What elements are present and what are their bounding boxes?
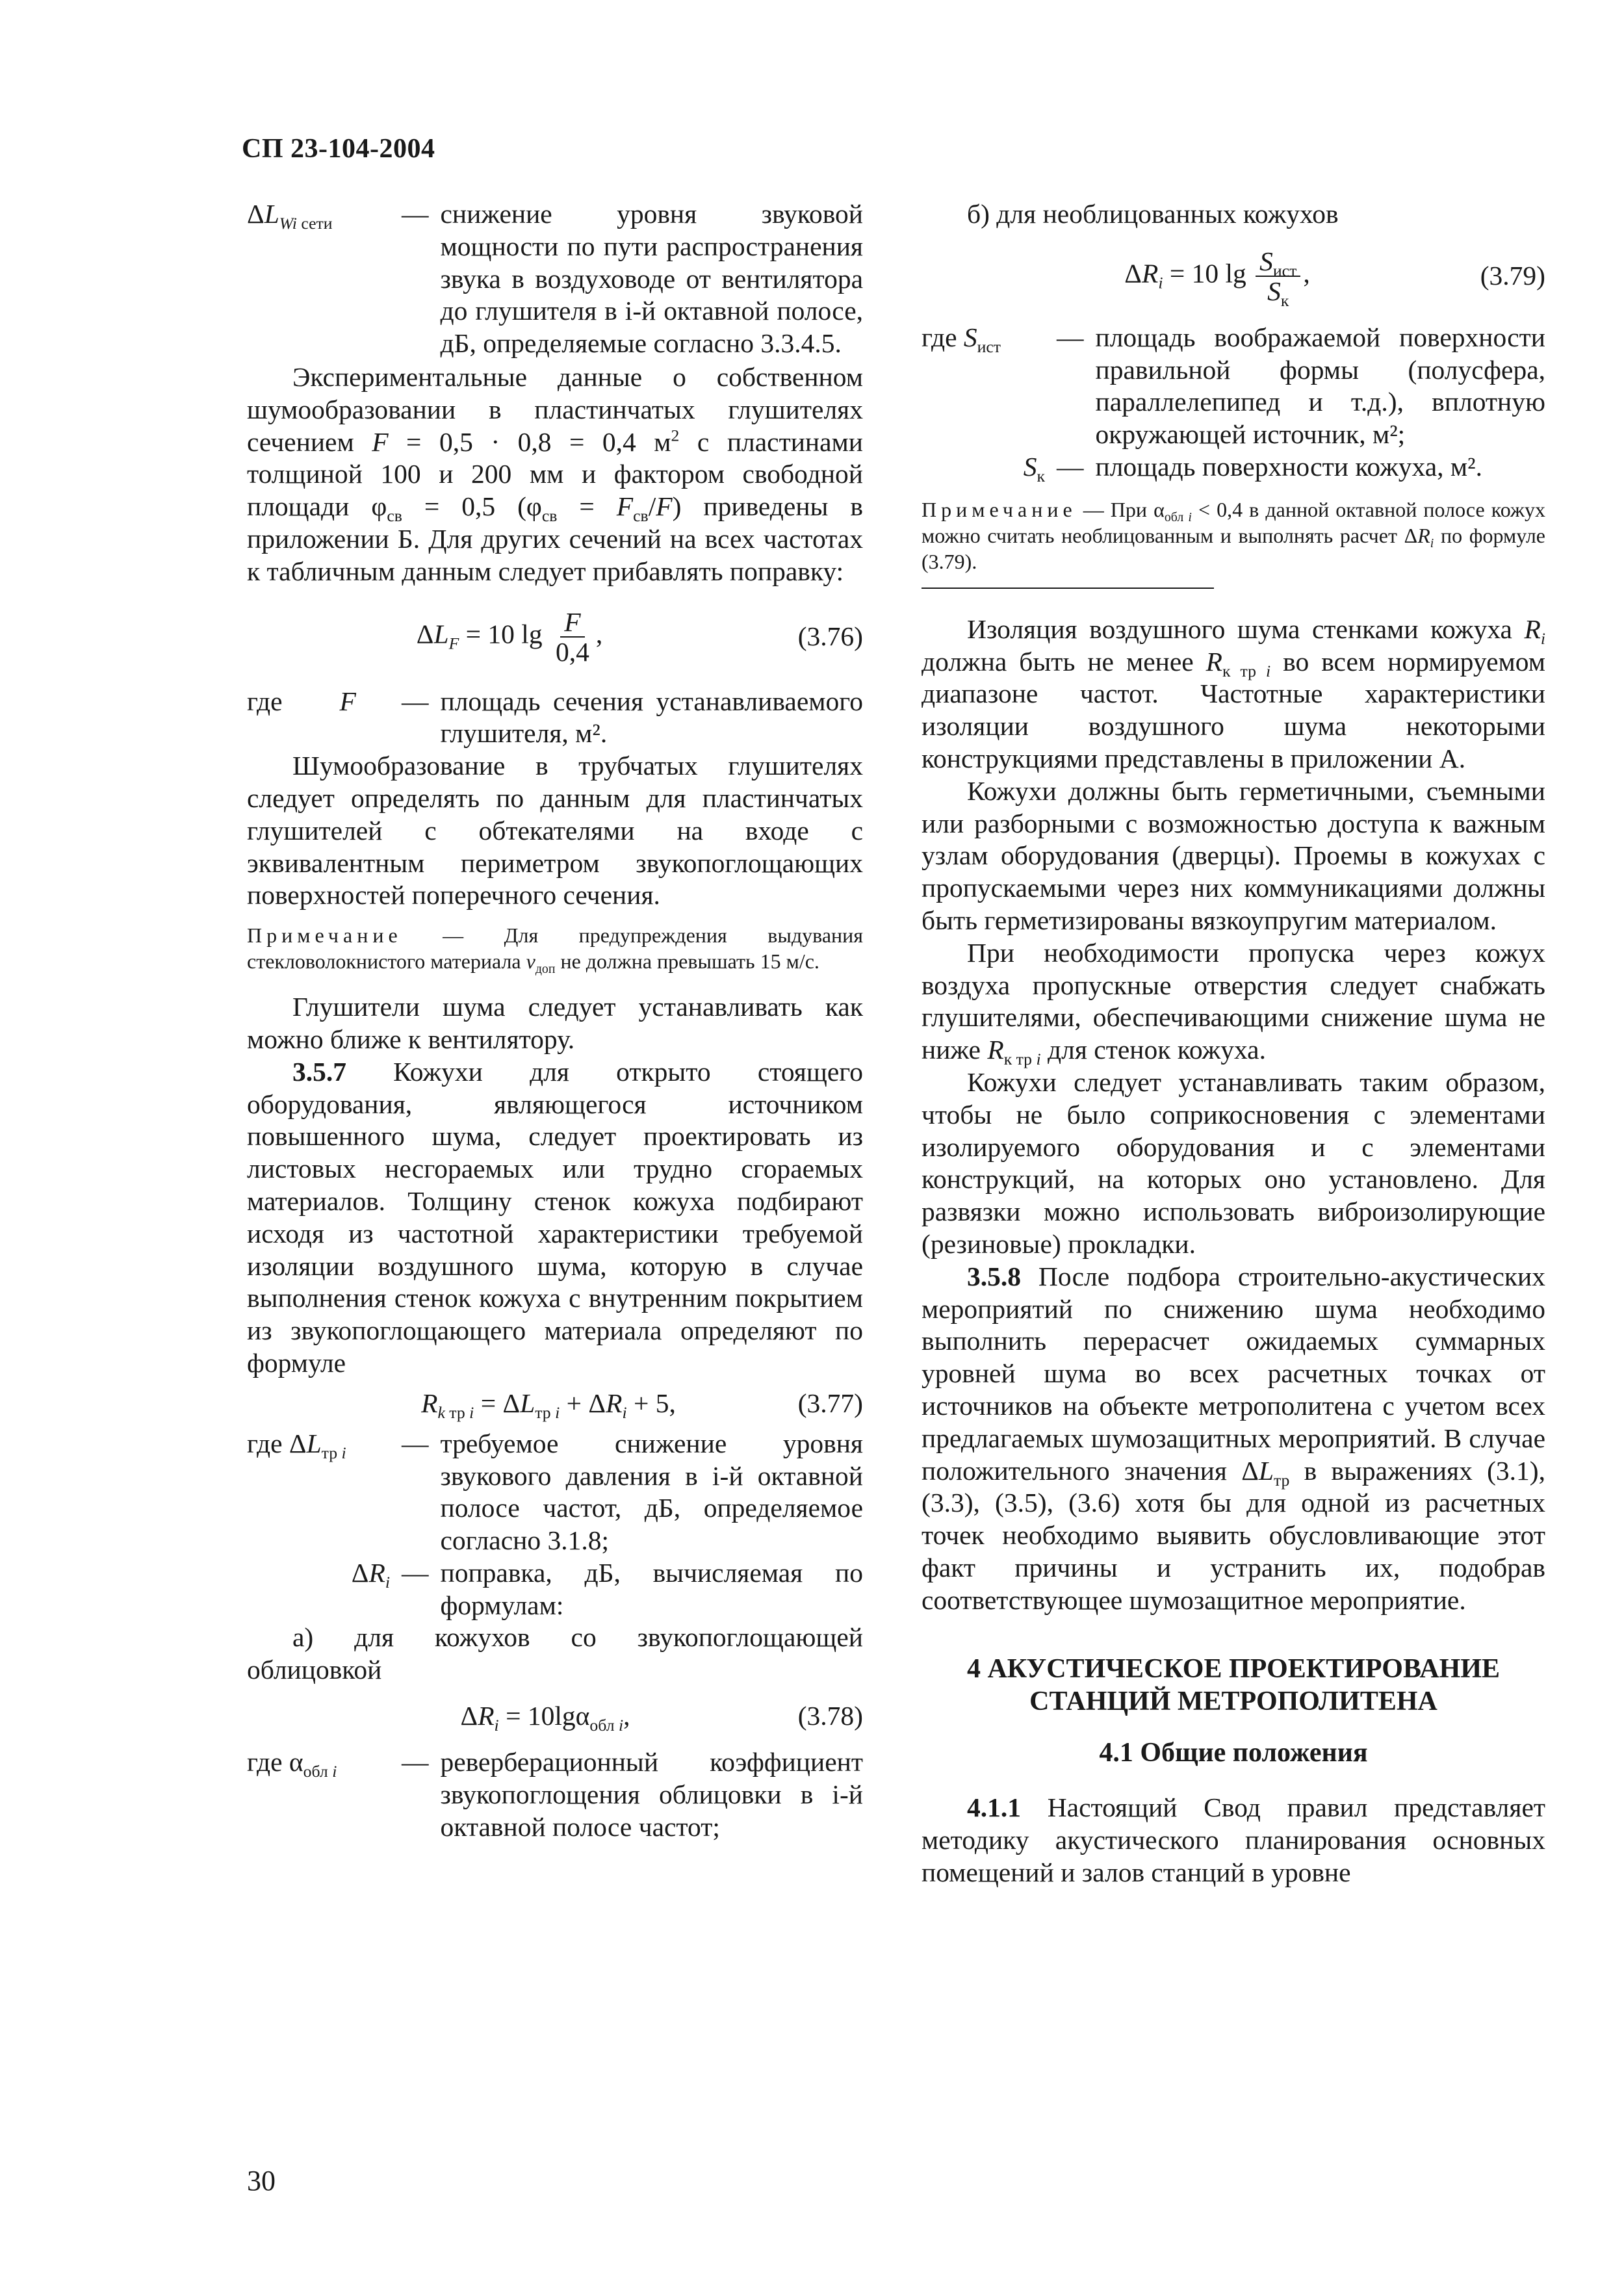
symbol-s-k: $S_к$	[1023, 451, 1045, 485]
document-code-header: СП 23-104-2004	[242, 134, 435, 164]
note-airflow: Примечание — Для предупреждения выдувания стекловолокнистого материала $v_{доп}$ не должна превышать 15 м/с.	[247, 924, 863, 977]
formula-3-79	[922, 231, 1545, 322]
section-title-line2: СТАНЦИЙ МЕТРОПОЛИТЕНА	[1029, 1686, 1437, 1717]
definition-alpha: где $\alpha_{обл i}$ — реверберационный коэффициент звукопоглощения облицовки в i-й октавной полосе частот;	[247, 1746, 863, 1843]
dash: —	[402, 1428, 429, 1458]
where-label: где	[247, 686, 283, 716]
item-b: б) для необлицованных кожухов	[967, 199, 1339, 229]
definition-F: где F — площадь сечения устанавливаемого глушителя, м².	[247, 686, 863, 751]
definition-text: реверберационный коэффициент звукопоглощения облицовки в i-й октавной полосе частот;	[440, 1747, 863, 1842]
formula-expression: $\Delta R_i = 10$ lg $\frac{S_{ист}}{S_к}$ ,	[1124, 246, 1310, 310]
section-4-heading	[922, 1653, 1545, 1718]
equation-number: (3.78)	[797, 1701, 863, 1731]
dash: —	[402, 686, 429, 716]
where-label: где	[247, 1747, 283, 1777]
definition-text: поправка, дБ, вычисляемая по формулам:	[440, 1557, 863, 1620]
item-a: а) для кожухов со звукопоглощающей облицовкой	[247, 1622, 863, 1685]
note-divider	[922, 588, 1214, 589]
formula-expression: $\Delta L_F = 10$ lg $\frac{F}{0,4}$ ,	[416, 606, 603, 667]
right-column	[922, 198, 1545, 1889]
equation-number: (3.76)	[797, 621, 863, 651]
dash: —	[1057, 322, 1084, 352]
subsection-4-1-heading: 4.1 Общие положения	[1099, 1738, 1368, 1768]
definition-text: площадь сечения устанавливаемого глушителя, м².	[440, 686, 863, 749]
paragraph-3-5-8: 3.5.8 После подбора строительно-акустических мероприятий по снижению шума необходимо выполнить перерасчет ожидаемых суммарных уровней шума во всех расчетных точках от источников на объекте метрополитена с учетом всех предлагаемых шумозащитных мероприятий. В случае положительного значения $\Delta L_{тр}$ в выражениях (3.1), (3.3), (3.5), (3.6) хотя бы для одной из расчетных точек необходимо выявить обусловливающие этот факт причины и устранить их, подобрав соответствующее шумозащитное мероприятие.	[922, 1261, 1545, 1615]
formula-3-76	[247, 588, 863, 686]
paragraph-isolation: Изоляция воздушного шума стенками кожуха $R_i$ должна быть не менее $R_{к тр i}$ во всем нормируемом диапазоне частот. Частотные характеристики изоляции воздушного шума некоторыми конструкциями представлены в приложении А.	[922, 614, 1545, 773]
note-unlined: Примечание — При $\alpha_{обл i} < 0,4$ в данной октавной полосе кожух можно считать необлицованным и выполнять расчет $\Delta R_i$ по формуле (3.79).	[922, 497, 1546, 573]
clause-number: 3.5.8	[967, 1261, 1021, 1291]
paragraph-experimental-data: Экспериментальные данные о собственном шумообразовании в пластинчатых глушителях сечением F = 0,5 · 0,8 = 0,4 $м^2$ с пластинами толщиной 100 и 200 мм и фактором свободной площади $\varphi_{св} = 0,5$ $(\varphi_{св} = F_{св}/F)$ приведены в приложении Б. Для других сечений на всех частотах к табличным данным следует прибавлять поправку:	[247, 361, 864, 586]
formula-3-77	[247, 1380, 863, 1428]
left-column	[247, 198, 863, 1843]
definition-text: требуемое снижение уровня звукового давления в i-й октавной полосе частот, дБ, определяемое согласно 3.1.8;	[440, 1428, 863, 1556]
formula-expression: $R_{k тр i} = \Delta L_{тр i} + \Delta R_i + 5$,	[421, 1388, 676, 1422]
section-title-line1: 4 АКУСТИЧЕСКОЕ ПРОЕКТИРОВАНИЕ	[966, 1654, 1501, 1685]
definition-delta-ri	[247, 1557, 863, 1622]
where-label: где	[247, 1428, 283, 1458]
paragraph-tubular-silencers: Шумообразование в трубчатых глушителях следует определять по данным для пластинчатых глушителей с обтекателями на входе с эквивалентным периметром звукопоглощающих поверхностей поперечного сечения.	[247, 751, 863, 911]
definition-s-k	[922, 451, 1545, 484]
paragraph-4-1-1: 4.1.1 Настоящий Свод правил представляет методику акустического планирования основных помещений и залов станций в уровне	[922, 1792, 1545, 1887]
page-number: 30	[247, 2165, 276, 2197]
dash: —	[402, 199, 429, 229]
definition-text: снижение уровня звуковой мощности по пути распространения звука в воздуховоде от вентилятора до глушителя в i-й октавной полосе, дБ, определяемые согласно 3.3.4.5.	[440, 199, 863, 359]
definition-text: площадь воображаемой поверхности правильной формы (полусфера, параллелепипед и т.д.), вплотную окружающей источник, м²;	[1095, 322, 1545, 450]
paragraph-air-passage: При необходимости пропуска через кожух воздуха пропускные отверстия следует снабжать глушителями, обеспечивающими снижение шума не ниже $R_{к тр i}$ для стенок кожуха.	[922, 937, 1545, 1069]
definition-s-ist: где $S_{ист}$ — площадь воображаемой поверхности правильной формы (полусфера, параллелепипед и т.д.), вплотную окружающей источник, м²;	[922, 322, 1545, 451]
definition-text: площадь поверхности кожуха, м².	[1095, 451, 1482, 482]
dash: —	[402, 1747, 429, 1777]
symbol-delta-lw: $\Delta L_{Wi сети}$	[247, 199, 333, 233]
paragraph-mounting: Кожухи следует устанавливать таким образом, чтобы не было соприкосновения с элементами изолируемого оборудования и с элементами конструкций, на которых оно установлено. Для развязки можно использовать виброизолирующие (резиновые) прокладки.	[922, 1066, 1545, 1259]
dash: —	[1057, 451, 1084, 482]
paragraph-install-close: Глушители шума следует устанавливать как можно ближе к вентилятору.	[247, 992, 863, 1054]
equation-number: (3.79)	[1480, 260, 1545, 291]
formula-3-78	[247, 1686, 863, 1746]
paragraph-hermetic: Кожухи должны быть герметичными, съемными или разборными с возможностью доступа к важным узлам оборудования (дверцы). Проемы в кожухах с пропускаемыми через них коммуникациями должны быть герметизированы вязкоупругим материалом.	[922, 775, 1545, 935]
paragraph-3-5-7: 3.5.7 Кожухи для открыто стоящего оборудования, являющегося источником повышенного шума, следует проектировать из листовых несгораемых или трудно сгораемых материалов. Толщину стенок кожуха подбирают исходя из частотной характеристики требуемой изоляции воздушного шума, которую в случае выполнения стенок кожуха с внутренним покрытием из звукопоглощающего материала определяют по формуле	[247, 1056, 863, 1378]
where-label: где	[922, 322, 957, 352]
clause-number: 4.1.1	[967, 1792, 1021, 1823]
equation-number: (3.77)	[797, 1388, 863, 1418]
definition-delta-ltr: где $\Delta L_{тр i}$ — требуемое снижение уровня звукового давления в i-й октавной полосе частот, дБ, определяемое согласно 3.1.8;	[247, 1428, 863, 1557]
symbol-delta-ri: $\Delta R_i$	[351, 1557, 390, 1592]
dash: —	[402, 1557, 429, 1588]
formula-expression: $\Delta R_i = 10\lg\alpha_{обл i}$,	[460, 1701, 630, 1735]
clause-number: 3.5.7	[292, 1056, 346, 1087]
definition-delta-lw	[247, 198, 863, 360]
